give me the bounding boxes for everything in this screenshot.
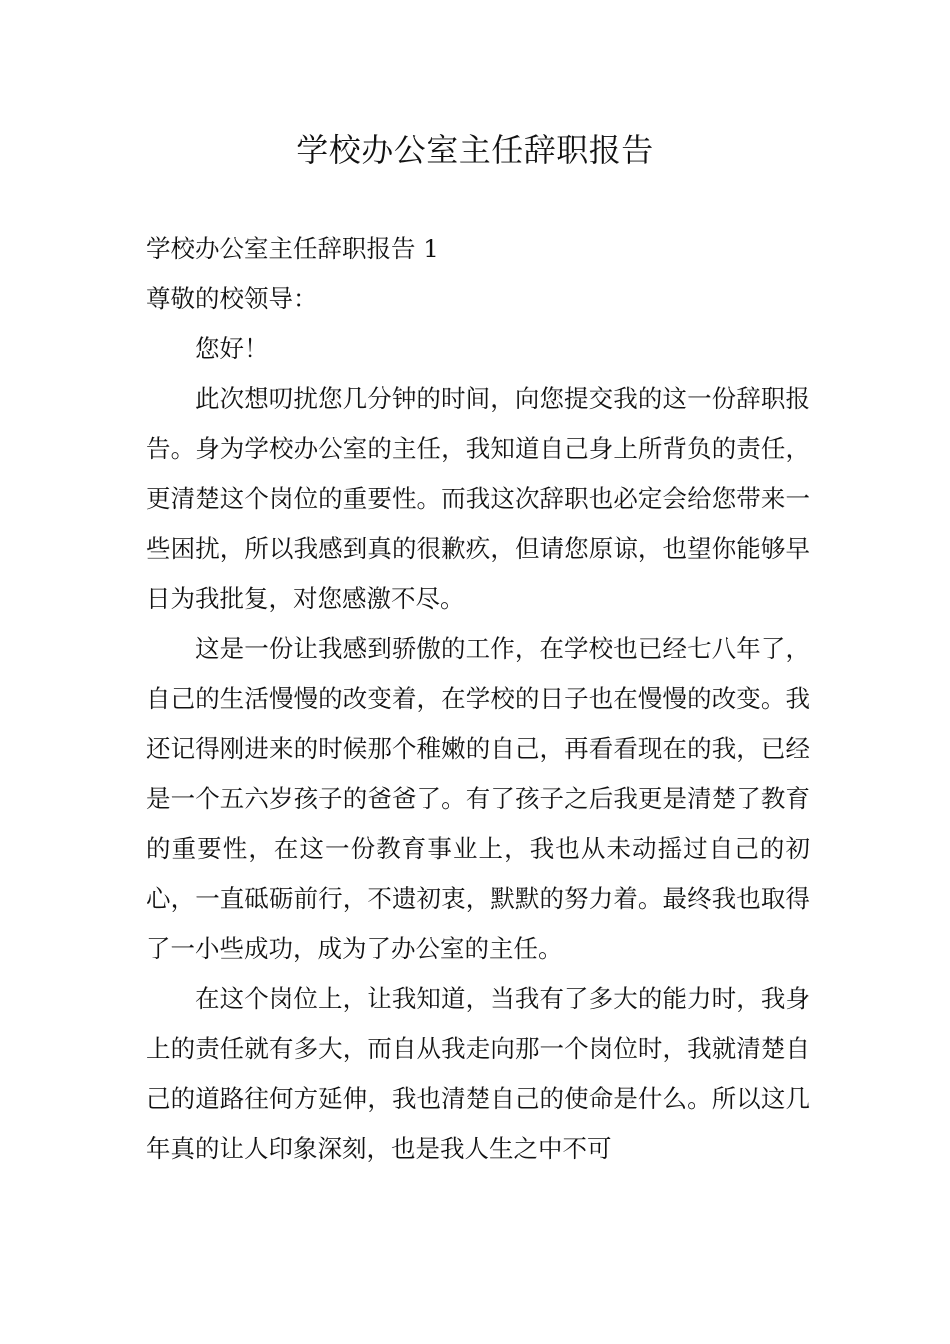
report-subtitle: 学校办公室主任辞职报告 1 bbox=[146, 234, 439, 263]
greeting: 您好！ bbox=[195, 334, 269, 363]
paragraph-3: 在这个岗位上，让我知道，当我有了多大的能力时，我身上的责任就有多大，而自从我走向那一个岗位时，我就清楚自己的道路往何方延伸，我也清楚自己的使命是什么。所以这几年真的让人印象深刻，也是我人生之中不可 bbox=[146, 984, 810, 1163]
salutation: 尊敬的校领导： bbox=[146, 284, 318, 313]
paragraph-2: 这是一份让我感到骄傲的工作，在学校也已经七八年了，自己的生活慢慢的改变着，在学校的日子也在慢慢的改变。我还记得刚进来的时候那个稚嫩的自己，再看看现在的我，已经是一个五六岁孩子的爸爸了。有了孩子之后我更是清楚了教育的重要性，在这一份教育事业上，我也从未动摇过自己的初心，一直砥砺前行，不遗初衷，默默的努力着。最终我也取得了一小些成功，成为了办公室的主任。 bbox=[146, 634, 810, 963]
paragraph-1: 此次想叨扰您几分钟的时间，向您提交我的这一份辞职报告。身为学校办公室的主任，我知道自己身上所背负的责任，更清楚这个岗位的重要性。而我这次辞职也必定会给您带来一些困扰，所以我感到真的很歉疚，但请您原谅，也望你能够早日为我批复，对您感激不尽。 bbox=[146, 384, 810, 613]
document-title: 学校办公室主任辞职报告 bbox=[296, 131, 654, 169]
document-body bbox=[146, 224, 810, 1174]
